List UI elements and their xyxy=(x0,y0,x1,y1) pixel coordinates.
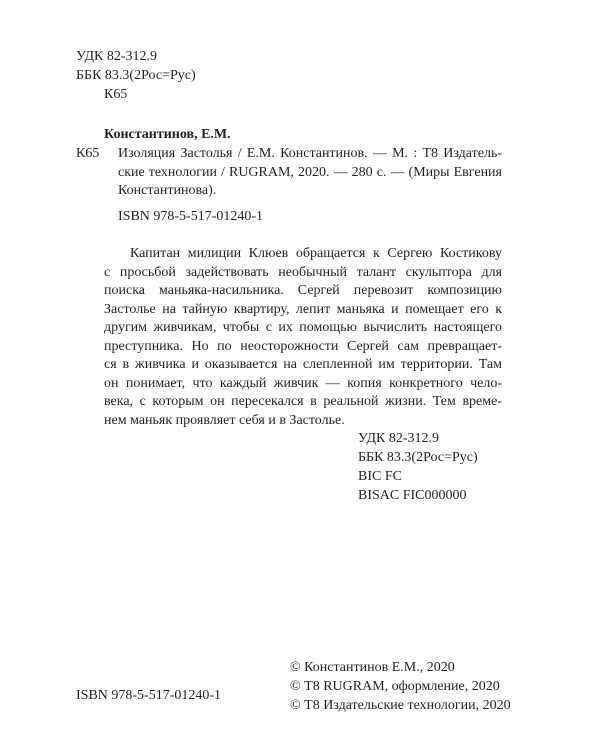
annotation-line: века, с которым он пересекался в реальной жизни. Тем време- xyxy=(104,394,502,409)
annotation-line: нем маньяк проявляет себя и в Застолье. xyxy=(104,412,345,428)
description-line: ские технологии / RUGRAM, 2020. — 280 с. — (Миры Евгения xyxy=(118,164,502,180)
annotation-line: Застолье на тайную квартиру, лепит маньяка и помещает его к xyxy=(104,301,502,317)
bbk-code-top: ББК 83.3(2Рос=Рус) xyxy=(76,68,196,83)
annotation xyxy=(104,245,502,430)
bbk-code: ББК 83.3(2Рос=Рус) xyxy=(358,450,478,465)
annotation-line: Капитан милиции Клюев обращается к Сергею Костикову xyxy=(130,246,502,261)
author-heading: Константинов, Е.М. xyxy=(104,127,231,142)
description-line: Константинова). xyxy=(118,183,217,198)
copyright-design: © Т8 RUGRAM, оформление, 2020 xyxy=(290,679,500,694)
annotation-line: ся в живчика и оказывается на слепленной им территории. Там xyxy=(104,357,502,372)
copyright-publisher: © Т8 Издательские технологии, 2020 xyxy=(290,698,511,713)
annotation-line: он понимает, что каждый живчик — копия конкретного чело- xyxy=(104,375,502,391)
isbn-record: ISBN 978-5-517-01240-1 xyxy=(118,209,264,224)
copyright-author: © Константинов Е.М., 2020 xyxy=(290,660,455,675)
udk-code: УДК 82-312.9 xyxy=(358,431,440,446)
udk-code-top: УДК 82-312.9 xyxy=(76,49,158,64)
bic-code: BIC FC xyxy=(358,469,402,484)
annotation-line: другим живчикам, чтобы с их помощью вычислить настоящего xyxy=(104,320,502,335)
annotation-line: поиска маньяка-насильника. Сергей перевозит композицию xyxy=(104,283,502,298)
bibliographic-description xyxy=(118,145,502,201)
bisac-code: BISAC FIC000000 xyxy=(358,488,467,503)
author-mark-top: К65 xyxy=(104,87,128,102)
description-line: Изоляция Застолья / Е.М. Константинов. — М. : Т8 Издатель- xyxy=(118,146,502,161)
annotation-line: преступника. Но по неосторожности Сергей сам превращает- xyxy=(104,338,502,354)
annotation-line: с просьбой задействовать необычный талант скульптора для xyxy=(104,264,502,280)
author-mark: К65 xyxy=(76,146,100,161)
isbn-footer: ISBN 978-5-517-01240-1 xyxy=(76,688,222,703)
